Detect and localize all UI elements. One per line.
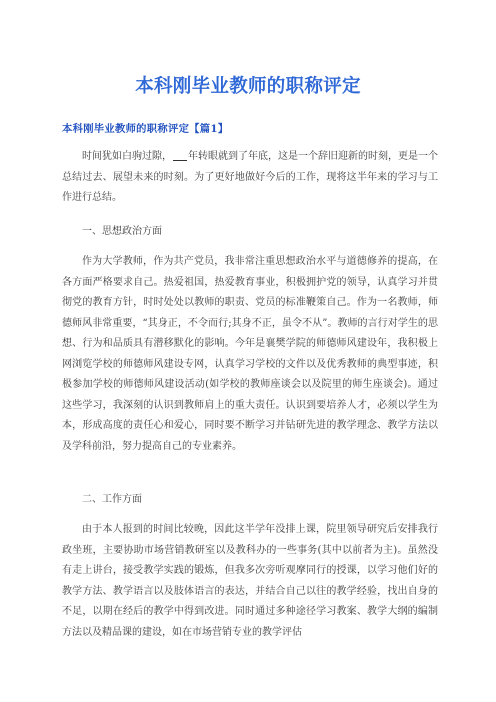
section1-body [62,252,438,457]
section1-block [62,222,438,243]
intro-text-end: 年转眼就到了年底，这是一个辞旧迎新的时刻，更是一个总结过去、展望未来的时刻。为了更好地做好今后的工作，现将这半年来的学习与工作进行总结。 [62,151,438,203]
blank-underline [173,150,187,161]
document-subtitle: 本科刚毕业教师的职称评定【篇1】 [62,123,229,135]
section1-heading: 一、思想政治方面 [82,226,162,237]
section2-paragraph: 由于本人报到的时间比较晚，因此这半学年没排上课，院里领导研究后安排我行政坐班，主要协助市场营销教研室以及教科办的一些事务(其中以前者为主)。虽然没有走上讲台，接受教学实践的锻炼，但我多次旁听观摩同行的授课，以学习他们好的教学方法、教学语言以及肢体语言的表达，并结合自己以往的教学经验，找出自身的不足，以期在经后的教学中得到改进。同时通过多种途径学习教案、教学大纲的编制方法以及精品课的建设，如在市场营销专业的教学评估 [62,524,438,638]
intro-text-start: 时间犹如白驹过隙， [82,151,172,162]
section2-heading: 二、工作方面 [82,494,142,505]
intro-block [62,147,438,209]
document-title: 本科刚毕业教师的职称评定 [135,76,361,97]
section1-paragraph: 作为大学教师，作为共产党员，我非常注重思想政治水平与道德修养的提高，在各方面严格要求自己。热爱祖国，热爱教育事业，积极拥护党的领导，认真学习并贯彻党的教育方针，时时处处以教师的职责、党员的标准鞭策自己。作为一名教师，师德师风非常重要，“其身正，不令而行;其身不正，虽令不从”。教师的言行对学生的思想、行为和品质具有潜移默化的影响。今年是襄樊学院的师德师风建设年，我积极上网浏览学校的师德师风建设专网，认真学习学校的文件以及优秀教师的典型事迹，积极参加学校的师德师风建设活动(如学校的教师座谈会以及院里的师生座谈会)。通过这些学习，我深刻的认识到教师肩上的重大责任。认识到要培养人才，必须以学生为本，形成高度的责任心和爱心，同时要不断学习并钻研先进的教学理念、教学方法以及学科前沿，努力提高自己的专业素养。 [62,256,438,452]
section2-block [62,490,438,511]
section2-body [62,520,438,643]
intro-paragraph [62,147,438,209]
